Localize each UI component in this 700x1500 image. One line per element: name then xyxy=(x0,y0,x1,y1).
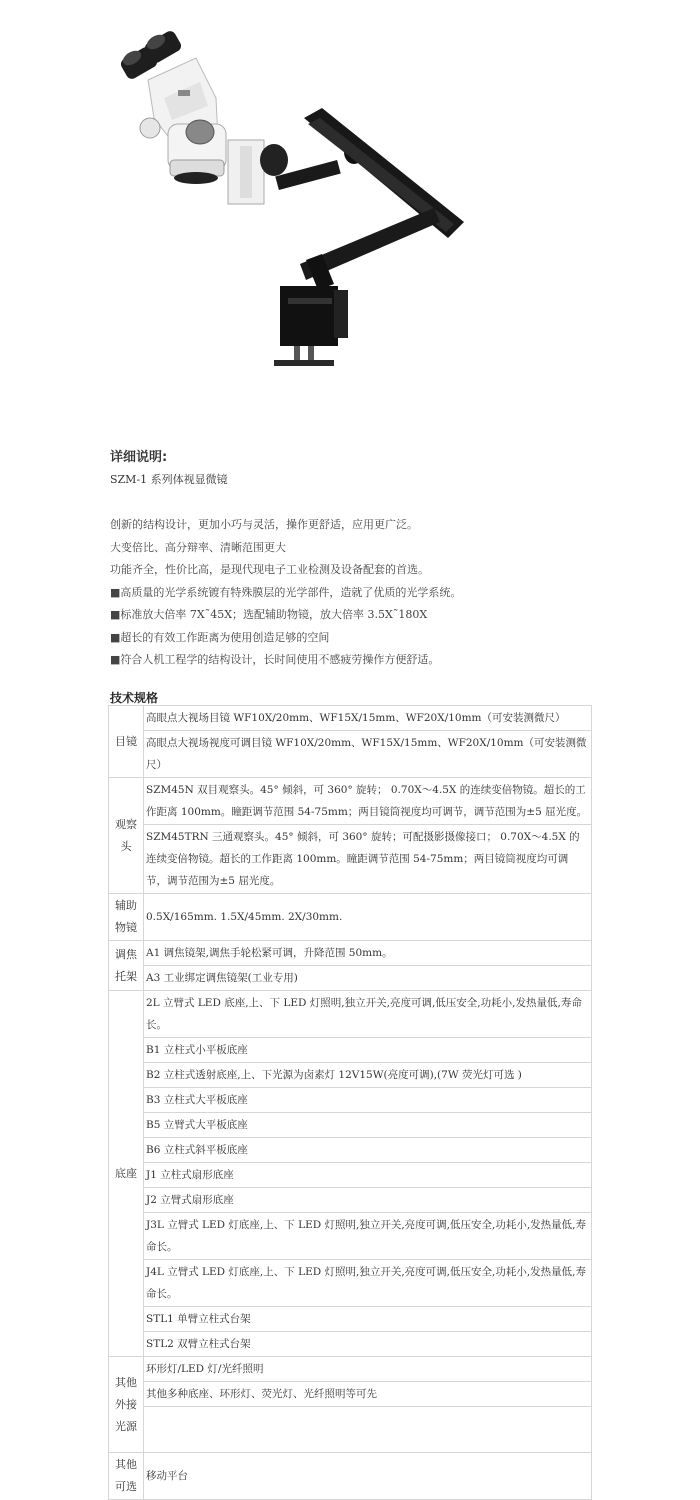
table-row xyxy=(109,706,592,731)
table-cell: J1 立柱式扇形底座 xyxy=(144,1163,592,1188)
table-row xyxy=(109,1038,592,1063)
detail-heading: 详细说明: xyxy=(110,450,168,465)
table-row xyxy=(109,1113,592,1138)
table-cell: J2 立臂式扇形底座 xyxy=(144,1188,592,1213)
table-row xyxy=(109,1163,592,1188)
table-cell: 高眼点大视场目镜 WF10X/20mm、WF15X/15mm、WF20X/10mm（可安装测微尺） xyxy=(144,706,592,731)
table-cell-empty xyxy=(144,1407,592,1453)
intro-list xyxy=(110,514,590,672)
table-cell: SZM45TRN 三通观察头。45° 倾斜，可 360° 旋转；可配摄影摄像接口； 0.70X～4.5X 的连续变倍物镜。超长的工作距离 100mm。瞳距调节范围 54-75mm；两目镜筒视度均可调节，调节范围为±5 屈光度。 xyxy=(144,825,592,894)
table-cell: B2 立柱式透射底座,上、下光源为卤素灯 12V15W(亮度可调),(7W 荧光灯可选 ) xyxy=(144,1063,592,1088)
row-label-aux: 辅助物镜 xyxy=(109,894,144,941)
table-row xyxy=(109,1063,592,1088)
intro-line: 功能齐全，性价比高，是现代现电子工业检测及设备配套的首选。 xyxy=(110,563,429,576)
intro-line: ■超长的有效工作距离为使用创造足够的空间 xyxy=(110,630,330,644)
model-title: SZM-1 系列体视显微镜 xyxy=(110,473,228,486)
table-cell: J3L 立臂式 LED 灯底座,上、下 LED 灯照明,独立开关,亮度可调,低压安全,功耗小,发热量低,寿命长。 xyxy=(144,1213,592,1260)
intro-line: ■标准放大倍率 7X˜45X；选配辅助物镜，放大倍率 3.5X˜180X xyxy=(110,608,428,621)
table-cell: 环形灯/LED 灯/光纤照明 xyxy=(144,1357,592,1382)
table-row xyxy=(109,1407,592,1453)
table-cell: 2L 立臂式 LED 底座,上、下 LED 灯照明,独立开关,亮度可调,低压安全,功耗小,发热量低,寿命长。 xyxy=(144,991,592,1038)
table-row xyxy=(109,1382,592,1407)
table-cell: STL2 双臂立柱式台架 xyxy=(144,1332,592,1357)
table-cell: 0.5X/165mm. 1.5X/45mm. 2X/30mm. xyxy=(144,894,592,941)
table-row xyxy=(109,1332,592,1357)
table-cell: J4L 立臂式 LED 灯底座,上、下 LED 灯照明,独立开关,亮度可调,低压安全,功耗小,发热量低,寿命长。 xyxy=(144,1260,592,1307)
table-row xyxy=(109,825,592,894)
table-row xyxy=(109,1453,592,1500)
intro-line: ■高质量的光学系统镀有特殊膜层的光学部件，造就了优质的光学系统。 xyxy=(110,585,462,599)
table-cell: 高眼点大视场视度可调目镜 WF10X/20mm、WF15X/15mm、WF20X/10mm（可安装测微尺） xyxy=(144,731,592,778)
microscope-illustration xyxy=(108,28,478,378)
table-row xyxy=(109,894,592,941)
table-row xyxy=(109,1188,592,1213)
table-cell: B5 立臂式大平板底座 xyxy=(144,1113,592,1138)
table-cell: 移动平台 xyxy=(144,1453,592,1500)
intro-line: 创新的结构设计，更加小巧与灵活，操作更舒适，应用更广泛。 xyxy=(110,518,418,531)
table-row xyxy=(109,991,592,1038)
table-cell: B3 立柱式大平板底座 xyxy=(144,1088,592,1113)
table-row xyxy=(109,941,592,966)
row-label-focus: 调焦托架 xyxy=(109,941,144,991)
table-cell: SZM45N 双目观察头。45° 倾斜，可 360° 旋转； 0.70X～4.5X 的连续变倍物镜。超长的工作距离 100mm。瞳距调节范围 54-75mm；两目镜筒视度均可调节，调节范围为±5 屈光度。 xyxy=(144,778,592,825)
product-image xyxy=(108,28,478,378)
spec-table xyxy=(108,705,592,1500)
table-row xyxy=(109,778,592,825)
table-row xyxy=(109,1088,592,1113)
row-label-base: 底座 xyxy=(109,991,144,1357)
row-label-optional: 其他可选 xyxy=(109,1453,144,1500)
table-row xyxy=(109,1138,592,1163)
table-cell: A1 调焦镜架,调焦手轮松紧可调，升降范围 50mm。 xyxy=(144,941,592,966)
table-cell: 其他多种底座、环形灯、荧光灯、光纤照明等可先 xyxy=(144,1382,592,1407)
table-row xyxy=(109,1213,592,1260)
table-row xyxy=(109,1260,592,1307)
table-row xyxy=(109,966,592,991)
row-label-light: 其他外接光源 xyxy=(109,1357,144,1453)
row-label-head: 观察头 xyxy=(109,778,144,894)
table-row xyxy=(109,1307,592,1332)
spec-heading: 技术规格 xyxy=(110,691,159,705)
table-row xyxy=(109,1357,592,1382)
intro-line: 大变倍比、高分辩率、清晰范围更大 xyxy=(110,540,286,554)
table-cell: B1 立柱式小平板底座 xyxy=(144,1038,592,1063)
table-cell: A3 工业绑定调焦镜架(工业专用) xyxy=(144,966,592,991)
row-label-eyepiece: 目镜 xyxy=(109,706,144,778)
table-cell: B6 立柱式斜平板底座 xyxy=(144,1138,592,1163)
intro-line: ■符合人机工程学的结构设计，长时间使用不感疲劳操作方便舒适。 xyxy=(110,653,440,666)
table-row xyxy=(109,731,592,778)
table-cell: STL1 单臂立柱式台架 xyxy=(144,1307,592,1332)
